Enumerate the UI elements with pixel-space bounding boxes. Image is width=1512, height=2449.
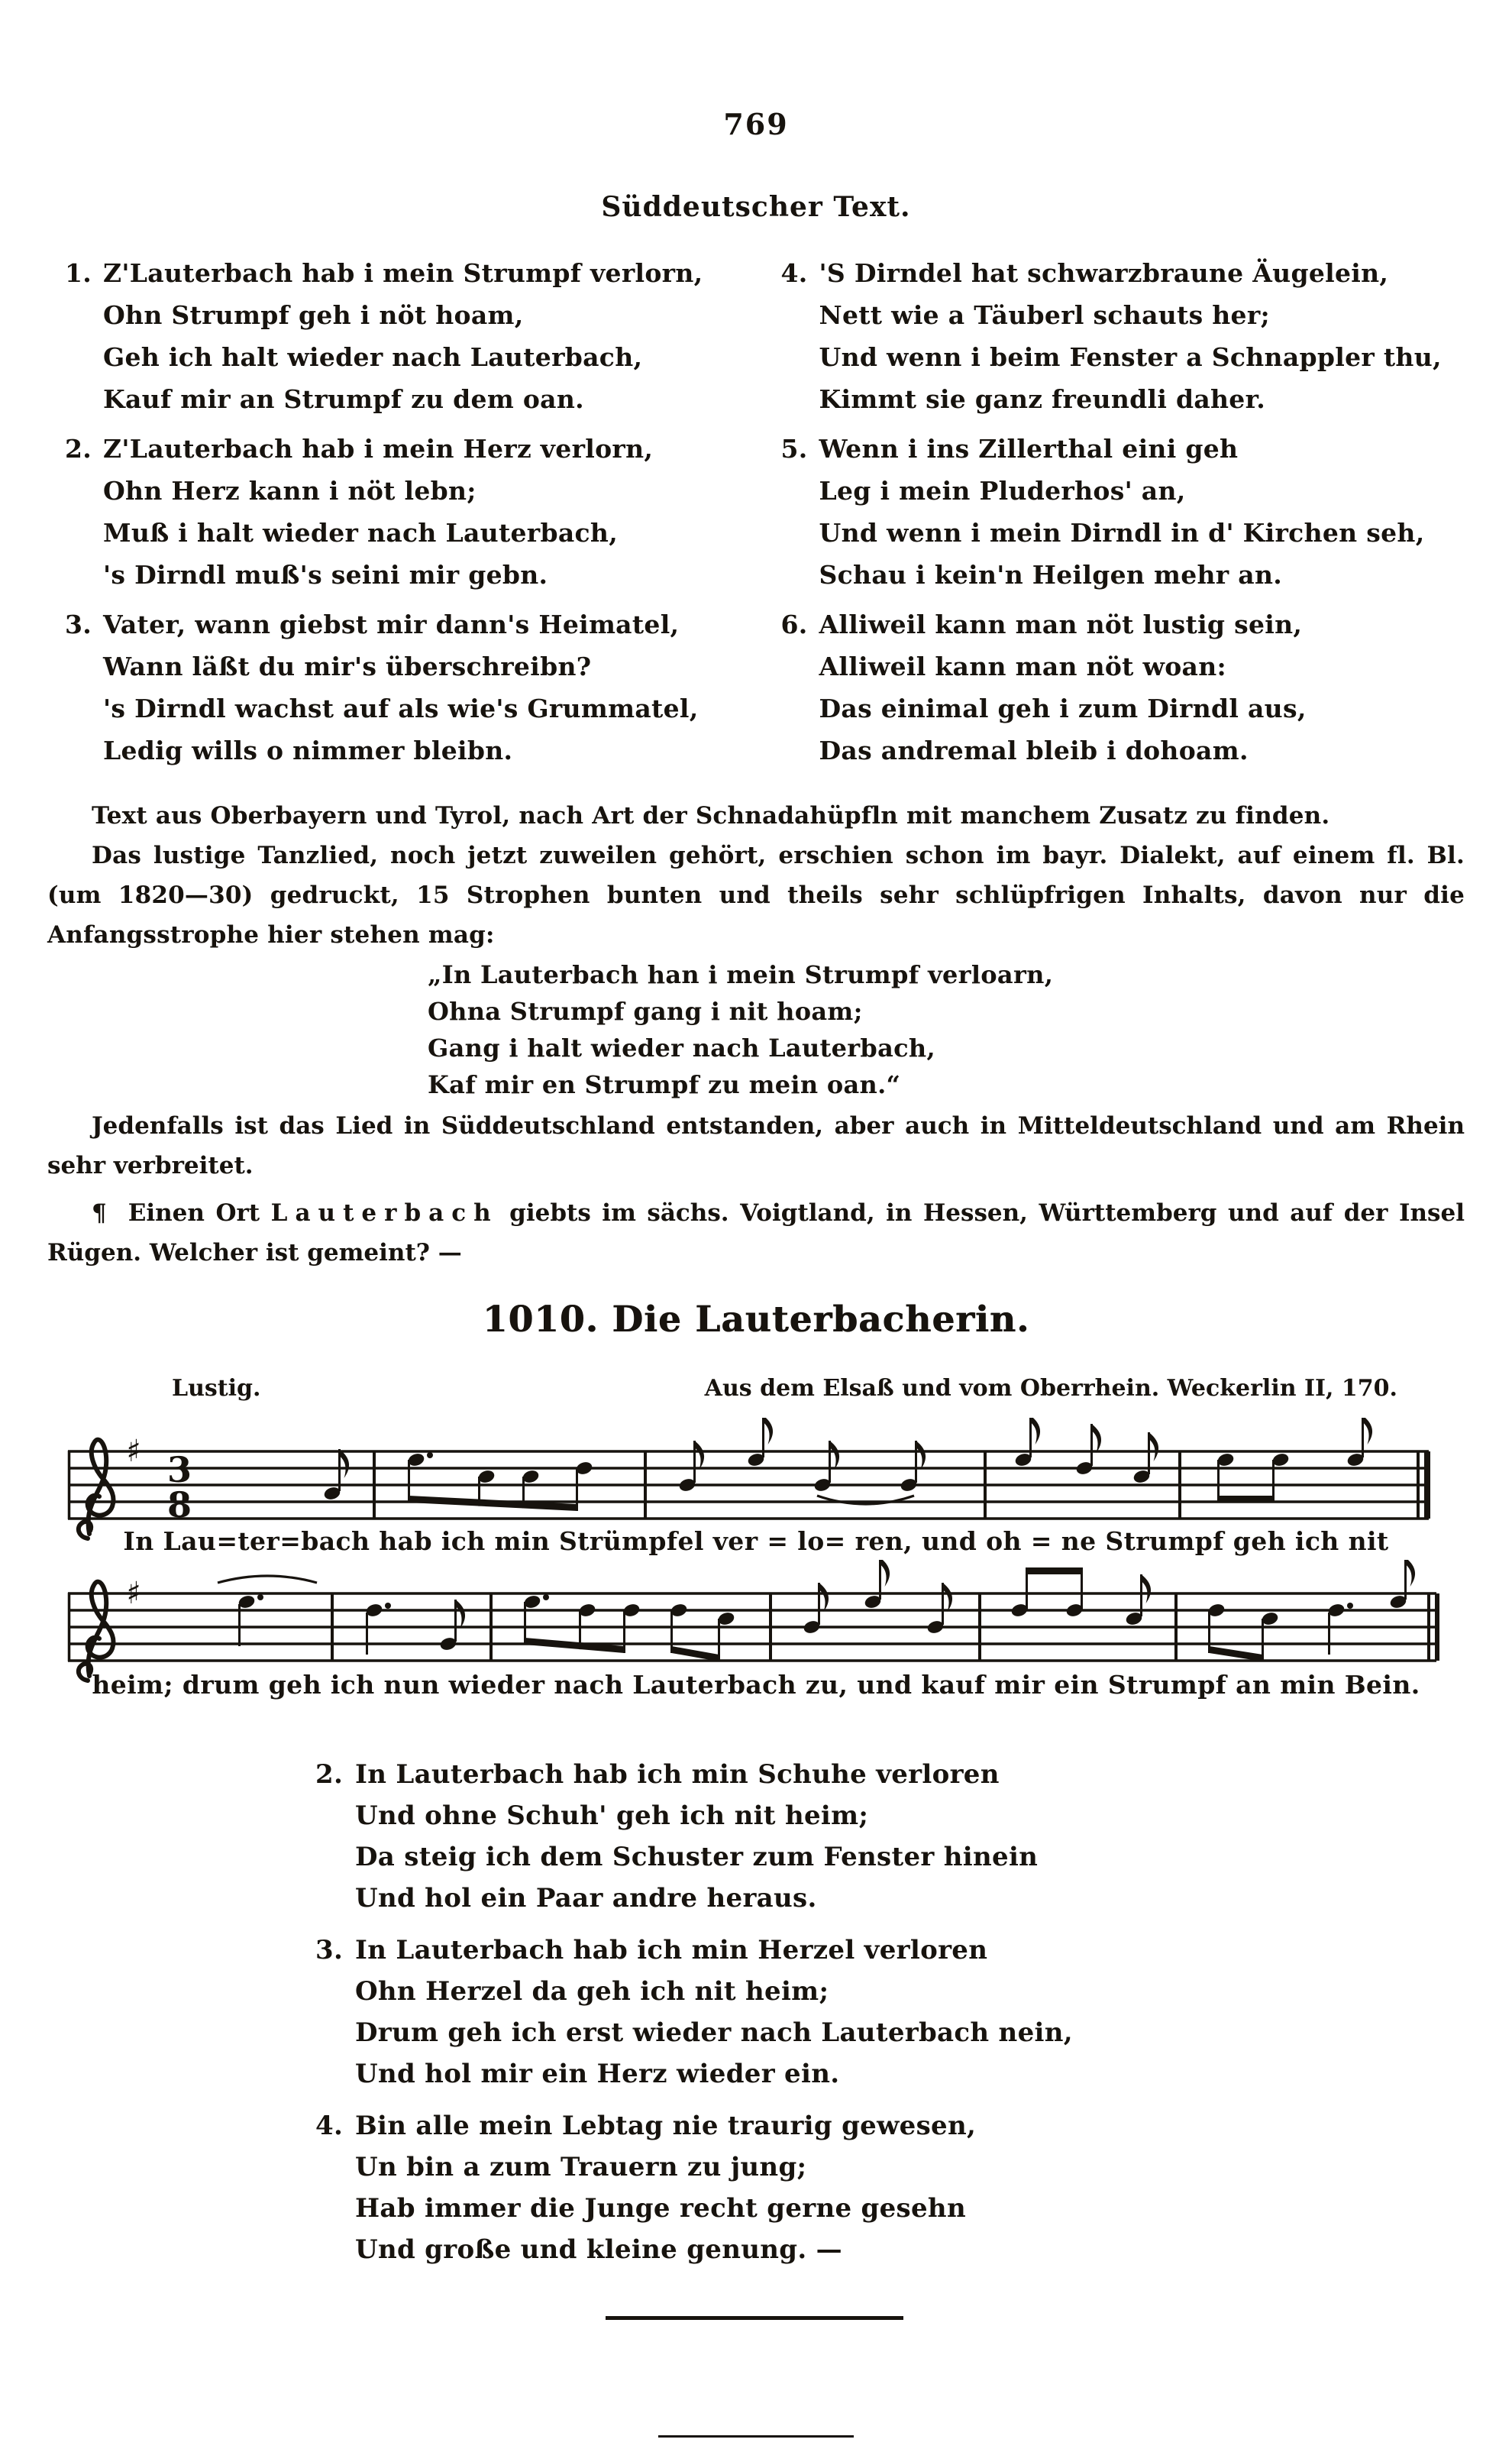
verse-6 bbox=[781, 603, 1459, 772]
verse-number: 2. bbox=[315, 1759, 344, 1790]
verse-line: Da steig ich dem Schuster zum Fenster hinein bbox=[355, 1842, 1039, 1872]
verse-line: In Lauterbach hab ich min Schuhe verloren bbox=[355, 1759, 1000, 1790]
svg-text:8: 8 bbox=[166, 1484, 192, 1525]
verse-line: Ledig wills o nimmer bleibn. bbox=[103, 736, 513, 765]
underlay-lyric-line-2: heim; drum geh ich nun wieder nach Lauterbach zu, und kauf mir ein Strumpf an min Bein. bbox=[92, 1670, 1420, 1700]
verse-number: 4. bbox=[780, 258, 808, 288]
quoted-stanza bbox=[428, 956, 1053, 1103]
verse-number: 3. bbox=[65, 610, 92, 639]
verse-3 bbox=[65, 603, 743, 772]
verse-line: Alliweil kann man nöt lustig sein, bbox=[819, 610, 1303, 639]
verse-line: In Lauterbach hab ich min Herzel verloren bbox=[355, 1935, 988, 1965]
page-number: 769 bbox=[723, 107, 789, 141]
verse-line: Kauf mir an Strumpf zu dem oan. bbox=[103, 384, 584, 414]
verse-line: Geh ich halt wieder nach Lauterbach, bbox=[103, 342, 643, 372]
underlay-lyric-line-1: In Lau=ter=bach hab ich min Strümpfel ver = lo= ren, und oh = ne Strumpf geh ich nit bbox=[123, 1526, 1389, 1556]
verse-4 bbox=[781, 252, 1459, 420]
verse-line: Hab immer die Junge recht gerne gesehn bbox=[355, 2193, 966, 2224]
verse-line: 's Dirndl wachst auf als wie's Grummatel, bbox=[103, 694, 699, 723]
verse-number: 2. bbox=[65, 434, 92, 464]
verse-number: 6. bbox=[780, 610, 808, 639]
verse-line: Wann läßt du mir's überschreibn? bbox=[103, 652, 592, 681]
verse-line: Nett wie a Täuberl schauts her; bbox=[819, 300, 1271, 330]
verse-line: Und ohne Schuh' geh ich nit heim; bbox=[355, 1800, 869, 1831]
verse-5 bbox=[781, 428, 1459, 596]
verse-line: Z'Lauterbach hab i mein Strumpf verlorn, bbox=[103, 258, 703, 288]
song-verse-2 bbox=[315, 1754, 1073, 1919]
verse-1 bbox=[65, 252, 743, 420]
editorial-notes bbox=[47, 796, 1465, 955]
svg-text:♯: ♯ bbox=[126, 1576, 141, 1611]
verse-line: Drum geh ich erst wieder nach Lauterbach nein, bbox=[355, 2017, 1073, 2048]
verse-2 bbox=[65, 428, 743, 596]
verse-line: Un bin a zum Trauern zu jung; bbox=[355, 2152, 807, 2182]
verse-line: Ohn Herzel da geh ich nit heim; bbox=[355, 1976, 829, 2007]
svg-text:♯: ♯ bbox=[126, 1434, 141, 1469]
paragraph-text: Einen Ort bbox=[128, 1199, 271, 1227]
quote-line: Ohna Strumpf gang i nit hoam; bbox=[428, 997, 863, 1026]
verse-line: 's Dirndl muß's seini mir gebn. bbox=[103, 560, 548, 590]
verse-line: Z'Lauterbach hab i mein Herz verlorn, bbox=[103, 434, 654, 464]
quote-line: Gang i halt wieder nach Lauterbach, bbox=[428, 1034, 935, 1063]
verses-column-left bbox=[65, 252, 743, 779]
source-attribution: Aus dem Elsaß und vom Oberrhein. Weckerlin II, 170. bbox=[704, 1375, 1397, 1402]
note-paragraph-history: Das lustige Tanzlied, noch jetzt zuweilen gehört, erschien schon im bayr. Dialekt, auf einem fl. Bl. (um 1820—30) gedruckt, 15 Strophen bunten und theils sehr schlüpfrigen Inhalts, davon nur die Anfangsstrophe hier stehen mag: bbox=[47, 842, 1465, 949]
verse-line: Ohn Strumpf geh i nöt hoam, bbox=[103, 300, 524, 330]
quote-line: „In Lauterbach han i mein Strumpf verloarn, bbox=[428, 960, 1054, 989]
song-verse-4 bbox=[315, 2105, 1073, 2270]
song-title: 1010. Die Lauterbacherin. bbox=[482, 1299, 1030, 1341]
verse-line: Wenn i ins Zillerthal eini geh bbox=[819, 434, 1239, 464]
svg-text:3: 3 bbox=[166, 1449, 192, 1490]
dialect-verses-columns bbox=[65, 252, 1459, 779]
tempo-marking: Lustig. bbox=[172, 1375, 261, 1402]
bottom-rule bbox=[658, 2435, 854, 2438]
paragraph-text: giebts im sächs. Voigtland, in Hessen, Württemberg und auf der Insel Rügen. Welcher ist gemeint? — bbox=[47, 1199, 1465, 1267]
song-verse-3 bbox=[315, 1930, 1073, 2095]
verse-line: Das andremal bleib i dohoam. bbox=[819, 736, 1249, 765]
verse-line: Und wenn i mein Dirndl in d' Kirchen seh, bbox=[819, 518, 1425, 548]
verses-column-right bbox=[781, 252, 1459, 779]
section-heading: Süddeutscher Text. bbox=[601, 191, 911, 223]
verse-number: 4. bbox=[315, 2111, 344, 2141]
verse-line: Und wenn i beim Fenster a Schnappler thu, bbox=[819, 342, 1442, 372]
note-paragraph-distribution: Jedenfalls ist das Lied in Süddeutschland entstanden, aber auch in Mitteldeutschland und am Rhein sehr verbreitet. bbox=[47, 1112, 1465, 1179]
verse-line: Alliweil kann man nöt woan: bbox=[819, 652, 1226, 681]
pilcrow-mark: ¶ bbox=[92, 1199, 107, 1227]
footer-rule bbox=[606, 2316, 903, 2320]
verse-line: Schau i kein'n Heilgen mehr an. bbox=[819, 560, 1283, 590]
verse-line: Das einimal geh i zum Dirndl aus, bbox=[819, 694, 1307, 723]
verse-number: 1. bbox=[65, 258, 92, 288]
quote-line: Kaf mir en Strumpf zu mein oan.“ bbox=[428, 1070, 901, 1099]
spaced-place-name: Lauterbach bbox=[270, 1199, 499, 1227]
verse-line: Leg i mein Pluderhos' an, bbox=[819, 476, 1186, 506]
note-paragraph-origin: Text aus Oberbayern und Tyrol, nach Art der Schnadahüpfln mit manchem Zusatz zu finden. bbox=[92, 802, 1330, 830]
verse-number: 3. bbox=[315, 1935, 344, 1965]
note-paragraph-lauterbach-places bbox=[47, 1193, 1465, 1273]
verse-line: Und hol ein Paar andre heraus. bbox=[355, 1883, 817, 1914]
verse-line: Und große und kleine genung. — bbox=[355, 2234, 842, 2265]
song-verses bbox=[315, 1754, 1073, 2281]
verse-line: 'S Dirndel hat schwarzbraune Äugelein, bbox=[819, 258, 1389, 288]
verse-line: Kimmt sie ganz freundli daher. bbox=[819, 384, 1266, 414]
verse-line: Bin alle mein Lebtag nie traurig gewesen, bbox=[355, 2111, 977, 2141]
verse-line: Und hol mir ein Herz wieder ein. bbox=[355, 2059, 840, 2089]
verse-line: Muß i halt wieder nach Lauterbach, bbox=[103, 518, 619, 548]
verse-line: Vater, wann giebst mir dann's Heimatel, bbox=[103, 610, 680, 639]
verse-number: 5. bbox=[780, 434, 808, 464]
verse-line: Ohn Herz kann i nöt lebn; bbox=[103, 476, 477, 506]
